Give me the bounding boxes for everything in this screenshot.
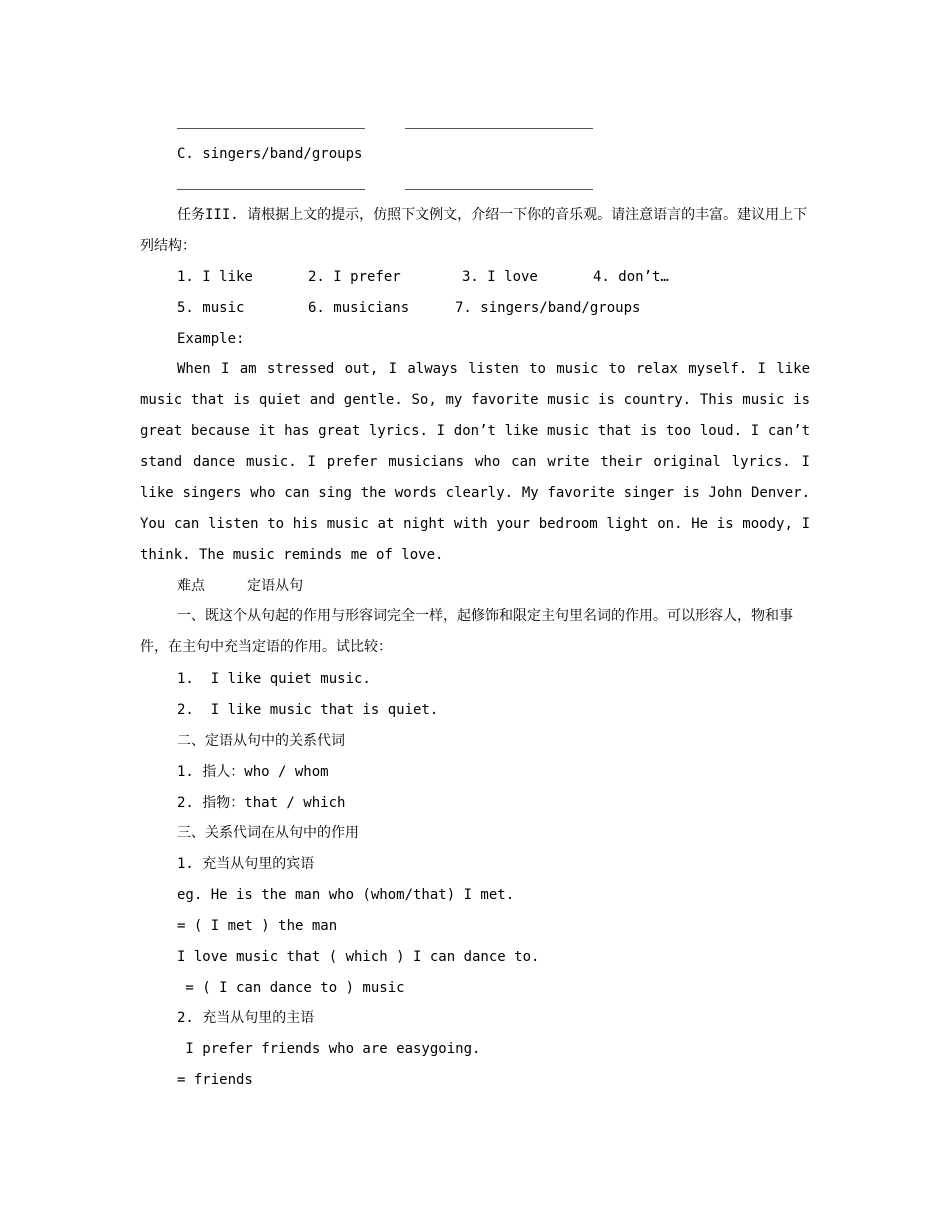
structure-item: 3. I love <box>462 269 538 285</box>
structure-item: 7. singers/band/groups <box>455 300 641 316</box>
example-equivalence: = ( I met ) the man <box>177 918 338 934</box>
example-sentence: I love music that ( which ) I can dance to. <box>177 949 540 965</box>
example-equivalence: = ( I can dance to ) music <box>177 980 405 996</box>
difficulty-heading: 难点 定语从句 <box>177 578 304 594</box>
answer-blank-line <box>405 189 593 190</box>
compare-sentence-2: 2. I like music that is quiet. <box>177 702 439 718</box>
point2-item-2: 2. 指物：that / which <box>177 795 346 811</box>
point2-heading: 二、定语从句中的关系代词 <box>177 733 345 749</box>
compare-sentence-1: 1. I like quiet music. <box>177 671 371 687</box>
structure-item: 6. musicians <box>308 300 410 316</box>
example-sentence: eg. He is the man who (whom/that) I met. <box>177 887 515 903</box>
section-c-label: C. singers/band/groups <box>177 146 363 162</box>
point3-item-2: 2. 充当从句里的主语 <box>177 1010 315 1026</box>
example-equivalence: = friends <box>177 1072 253 1088</box>
example-paragraph: When I am stressed out, I always listen to music to relax myself. I like music that is quiet and gentle. So, my favorite music is country. This music is great because it has great lyrics. I don’t like music that is too loud. I can’t stand dance music. I prefer musicians who can write their original lyrics. I like singers who can sing the words clearly. My favorite singer is John Denver. You can listen to his music at night with your bedroom light on. He is moody, I think. The music reminds me of love. <box>140 361 810 563</box>
point1-text: 一、既这个从句起的作用与形容词完全一样，起修饰和限定主句里名词的作用。可以形容人，物和事件，在主句中充当定语的作用。试比较： <box>140 608 793 655</box>
example-label: Example: <box>177 331 245 347</box>
structure-item: 4. don’t… <box>593 269 669 285</box>
structure-item: 1. I like <box>177 269 253 285</box>
task3-intro: 任务III. 请根据上文的提示，仿照下文例文，介绍一下你的音乐观。请注意语言的丰富。建议用上下列结构： <box>140 207 808 254</box>
point3-heading: 三、关系代词在从句中的作用 <box>177 825 359 841</box>
point3-item-1: 1. 充当从句里的宾语 <box>177 856 315 872</box>
answer-blank-line <box>405 128 593 129</box>
structure-item: 2. I prefer <box>308 269 401 285</box>
example-sentence: I prefer friends who are easygoing. <box>177 1041 481 1057</box>
structure-item: 5. music <box>177 300 245 316</box>
point2-item-1: 1. 指人：who / whom <box>177 764 329 780</box>
answer-blank-line <box>177 189 365 190</box>
answer-blank-line <box>177 128 365 129</box>
